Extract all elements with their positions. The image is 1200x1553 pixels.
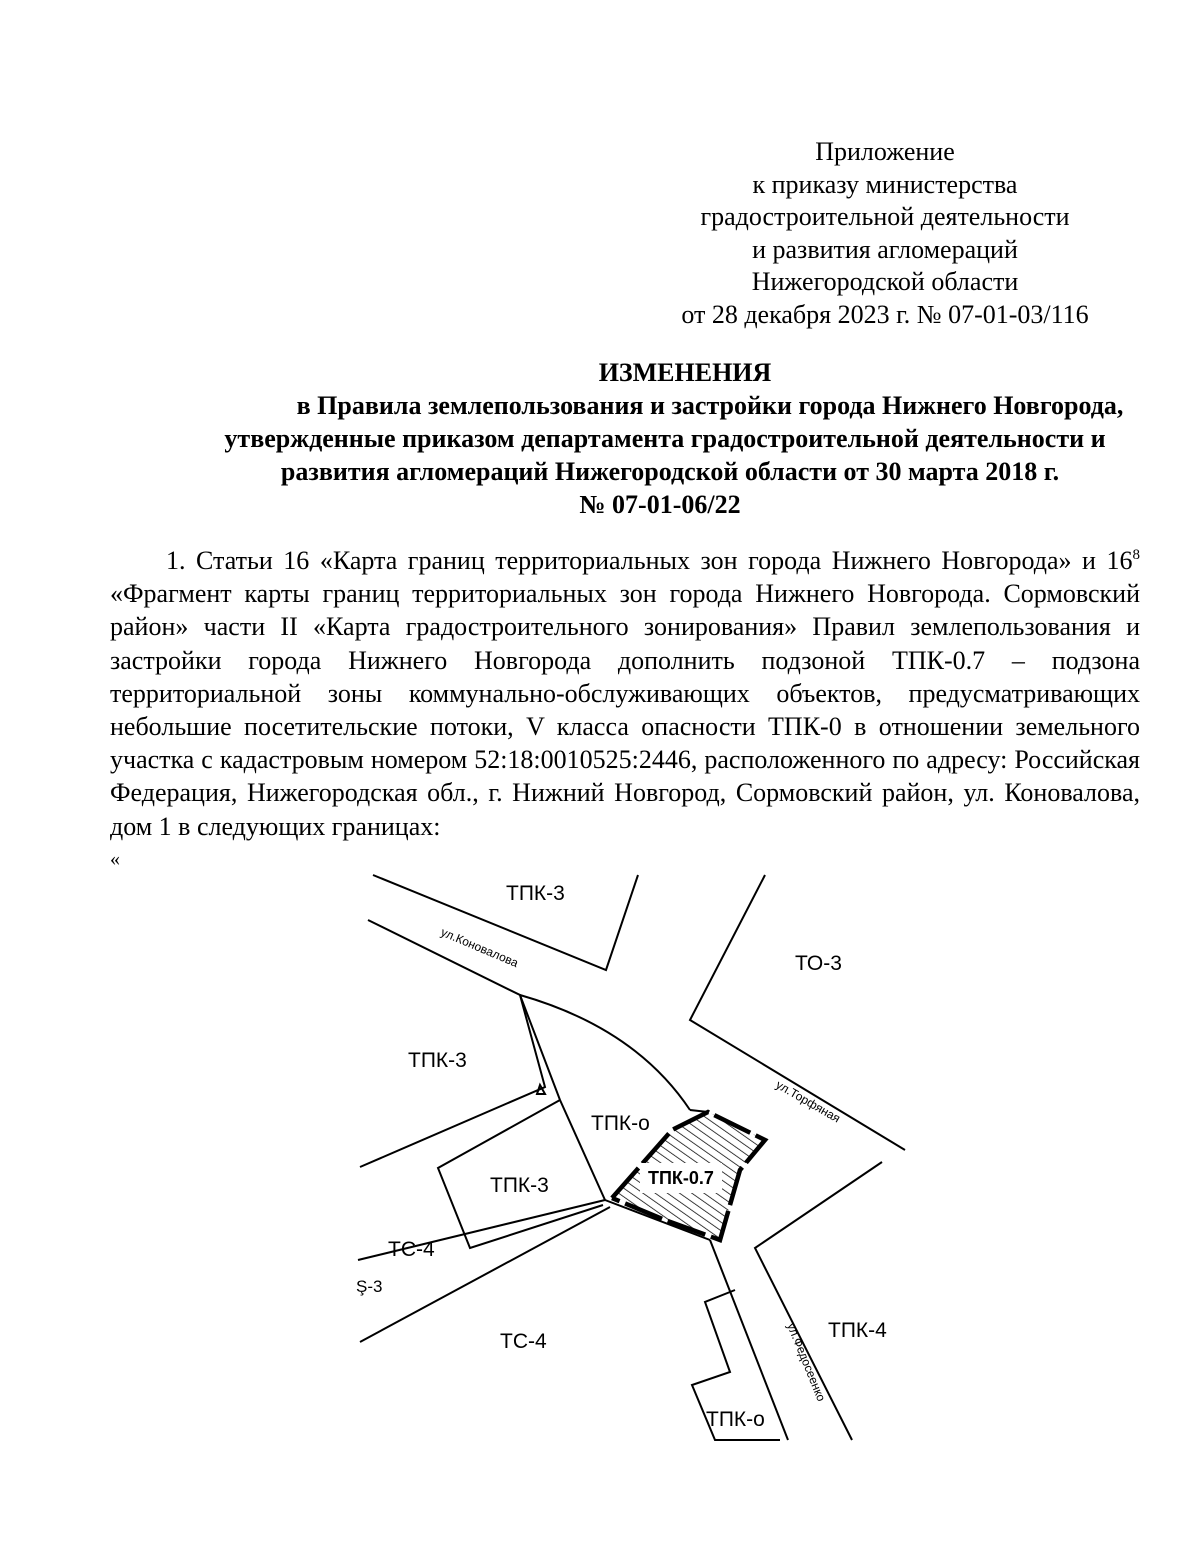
title-line: № 07-01-06/22: [579, 490, 741, 519]
zone-label-tc4-left: ТС-4: [388, 1238, 435, 1261]
title-line: развития агломераций Нижегородской области от 30 марта 2018 г.: [280, 457, 1060, 486]
title-line: утвержденные приказом департамента градостроительной деятельности и: [224, 424, 1106, 453]
title-line: в Правила землепользования и застройки города Нижнего Новгорода,: [296, 391, 1124, 420]
title-heading: ИЗМЕНЕНИЯ: [598, 358, 772, 387]
street-label-fedosenko: ул.Федосеенко: [784, 1320, 829, 1404]
street-label-konovalova: ул.Коновалова: [438, 924, 521, 971]
zone-label-tpk3-left: ТПК-3: [408, 1049, 467, 1072]
zone-label-partial: Ş-3: [356, 1277, 383, 1296]
street-label-torfyanaya: ул.Торфяная: [773, 1077, 843, 1126]
opening-quote: «: [110, 848, 120, 870]
zone-label-tc4-bottom: ТС-4: [500, 1330, 547, 1353]
to3-boundary: [690, 875, 905, 1150]
wedge-curve: [520, 995, 690, 1110]
appendix-line: от 28 декабря 2023 г. № 07-01-03/116: [681, 299, 1089, 329]
appendix-line: Приложение: [815, 137, 955, 166]
superscript: 8: [1132, 547, 1140, 563]
zone-label-tpk4: ТПК-4: [828, 1319, 887, 1342]
appendix-line: Нижегородской области: [751, 267, 1019, 297]
zone-label-tpk07: ТПК-0.7: [648, 1168, 714, 1188]
zone-label-tpk3-small: ТПК-3: [490, 1174, 549, 1197]
zone-label-tpko-center: ТПК-о: [591, 1112, 650, 1135]
lower-road-south: [360, 1207, 610, 1342]
zone-label-to3: ТО-3: [795, 952, 842, 975]
appendix-line: градостроительной деятельности: [700, 202, 1070, 232]
paragraph-text-rest: «Фрагмент карты границ территориальных зон города Нижнего Новгорода. Сормовский район» части II «Карта градостроительного зонирования» Правил землепользования и застройки города Нижнего Новгорода дополнить подзоной ТПК-0.7 – подзона территориальной зоны коммунально-обслуживающих объектов, предусматривающих небольшие посетительские потоки, V класса опасности ТПК-0 в отношении земельного участка с кадастровым номером 52:18:0010525:2446, расположенного по адресу: Российская Федерация, Нижегородская обл., г. Нижний Новгород, Сормовский район, ул. Коновалова, дом 1 в следующих границах:: [110, 579, 1140, 841]
appendix-line: и развития агломераций: [752, 234, 1018, 264]
paragraph-text-start: 1. Статьи 16 «Карта границ территориальных зон города Нижнего Новгорода» и 16: [166, 546, 1133, 575]
zone-label-tpk3-top: ТПК-3: [506, 882, 565, 905]
wedge-left-edge: [520, 995, 605, 1200]
zone-label-tpko-bottom: ТПК-о: [706, 1408, 765, 1431]
appendix-line: к приказу министерства: [752, 169, 1018, 199]
